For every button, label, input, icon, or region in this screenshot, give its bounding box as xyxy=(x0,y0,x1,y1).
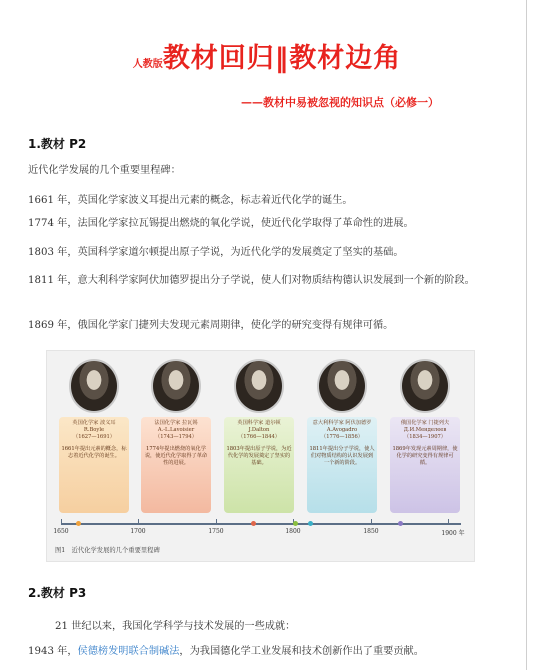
card-name: R.Boyle xyxy=(83,427,105,433)
scientist-card-dalton xyxy=(224,359,294,513)
paragraph-achievements-intro: 21 世纪以来，我国化学科学与技术发展的一些成就： xyxy=(55,621,296,632)
portrait-boyle xyxy=(69,359,119,413)
page-edge xyxy=(526,0,527,670)
card-title: 英国化学家 波义耳 xyxy=(72,420,116,426)
section-2-heading: 2.教材 P3 xyxy=(28,586,87,600)
milestone-marker xyxy=(251,521,256,526)
scientist-card-mendeleev xyxy=(390,359,460,513)
card-title: 法国化学家 拉瓦锡 xyxy=(154,420,198,426)
milestone-marker xyxy=(308,521,313,526)
card-name: Д.И.Менделеев xyxy=(403,427,447,433)
paragraph-intro: 近代化学发展的几个重要里程碑： xyxy=(28,165,181,176)
axis-tick xyxy=(138,519,139,525)
axis-label: 1700 xyxy=(130,528,146,535)
card-description: 1774年提出燃烧的氧化学说，使近代化学取得了革命性的进展。 xyxy=(144,446,208,466)
card-name: J.Dalton xyxy=(248,427,270,433)
card-title: 意大利科学家 阿伏加德罗 xyxy=(312,420,372,426)
title-text: 教材回归‖教材边角 xyxy=(162,43,402,74)
paragraph-1943 xyxy=(28,644,498,660)
paragraph-1869: 1869 年，俄国化学家门捷列夫发现元素周期律，使化学的研究变得有规律可循。 xyxy=(28,320,394,331)
card-years: （1776—1856） xyxy=(321,434,363,440)
page-title xyxy=(0,36,534,75)
card-name: A.Avogadro xyxy=(326,427,358,433)
axis-label: 1750 xyxy=(208,528,224,535)
paragraph-1811: 1811 年，意大利科学家阿伏加德罗提出分子学说，使人们对物质结构德认识发展到一个新的阶段。 xyxy=(28,275,475,286)
axis-label: 1800 xyxy=(285,528,301,535)
card-description: 1811年提出分子学说，使人们对物质结构的认识发展到一个新的阶段。 xyxy=(309,446,375,466)
portrait-mendeleev xyxy=(400,359,450,413)
milestone-marker xyxy=(76,521,81,526)
paragraph-1803: 1803 年，英国科学家道尔顿提出原子学说，为近代化学的发展奠定了坚实的基础。 xyxy=(28,247,404,258)
figure-caption: 图1 近代化学发展的几个重要里程碑 xyxy=(55,547,160,554)
card-title: 俄国化学家 门捷列夫 xyxy=(400,420,450,426)
card-years: （1834—1907） xyxy=(404,434,446,440)
card-description: 1661年提出元素的概念，标志着近代化学的诞生。 xyxy=(61,446,127,459)
axis-tick xyxy=(216,519,217,525)
axis-label: 1850 xyxy=(363,528,379,535)
page-subtitle: ——教材中易被忽视的知识点（必修一） xyxy=(241,96,439,109)
card-years: （1743—1794） xyxy=(155,434,197,440)
highlighted-link[interactable]: 侯德榜发明联合制碱法 xyxy=(77,646,180,657)
card-name: A.-L.Lavoisier xyxy=(157,427,195,433)
axis-tick xyxy=(371,519,372,525)
axis-tick xyxy=(448,519,449,525)
scientist-card-avogadro xyxy=(307,359,377,513)
milestone-marker xyxy=(293,521,298,526)
card-description: 1869年发现元素周期律，使化学的研究变得有规律可循。 xyxy=(392,446,458,466)
axis-tick xyxy=(61,519,62,525)
paragraph-1774: 1774 年，法国化学家拉瓦锡提出燃烧的氧化学说，使近代化学取得了革命性的进展。 xyxy=(28,218,414,229)
year-text: 1943 年， xyxy=(28,646,78,657)
scientist-card-boyle xyxy=(59,359,129,513)
paragraph-1661: 1661 年，英国化学家波义耳提出元素的概念，标志着近代化学的诞生。 xyxy=(28,195,353,206)
timeline-figure xyxy=(46,350,475,562)
card-title: 英国科学家 道尔顿 xyxy=(237,420,281,426)
milestone-marker xyxy=(398,521,403,526)
line-rest: ，为我国德化学工业发展和技术创新作出了重要贡献。 xyxy=(179,646,424,657)
edition-label: 人教版 xyxy=(132,59,163,70)
portrait-avogadro xyxy=(317,359,367,413)
scientist-card-lavoisier xyxy=(141,359,211,513)
section-1-heading: 1.教材 P2 xyxy=(28,137,87,151)
axis-label: 1900 年 xyxy=(441,530,465,537)
card-description: 1803年提出原子学说，为近代化学的发展奠定了坚实的基础。 xyxy=(226,446,292,466)
card-years: （1766—1844） xyxy=(238,434,280,440)
card-years: （1627—1691） xyxy=(73,434,115,440)
axis-label: 1650 xyxy=(53,528,69,535)
portrait-lavoisier xyxy=(151,359,201,413)
portrait-dalton xyxy=(234,359,284,413)
